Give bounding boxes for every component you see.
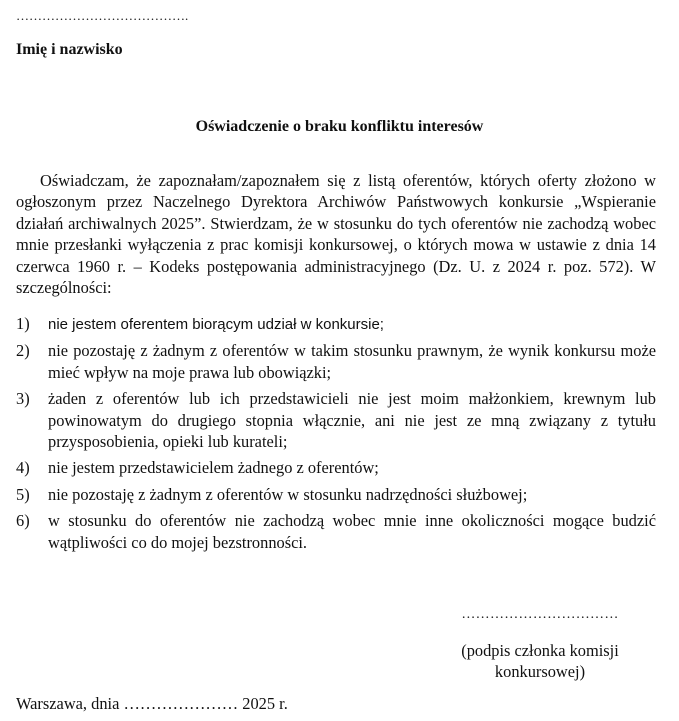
list-item [16, 313, 656, 335]
list-item-text: nie jestem przedstawicielem żadnego z oferentów; [48, 458, 379, 478]
document-title: Oświadczenie o braku konfliktu interesów [195, 118, 484, 135]
list-item [16, 484, 656, 505]
list-item-number: 5) [16, 484, 30, 504]
list-item-text: żaden z oferentów lub ich przedstawicieli nie jest moim małżonkiem, krewnym lub powinowatym do drugiego stopnia włącznie, ani nie jest ze mną związany z tytułu przysposobienia, opieki lub kurateli; [48, 389, 656, 452]
list-item [16, 457, 656, 478]
list-item-number: 1) [16, 314, 30, 333]
list-item [16, 340, 656, 383]
signature-caption-line2: konkursowej) [494, 662, 586, 682]
declaration-paragraph: Oświadczam, że zapoznałam/zapoznałem się z listą oferentów, których oferty złożono w ogłoszonym przez Naczelnego Dyrektora Archiwów Państwowych konkursie „Wspieranie działań archiwalnych 2025”. Stwierdzam, że w stosunku do tych oferentów nie zachodzą wobec mnie przesłanki wyłączenia z prac komisji konkursowej, o których mowa w ustawie z dnia 14 czerwca 1960 r. – Kodeks postępowania administracyjnego (Dz. U. z 2024 r. poz. 572). W szczególności: [16, 171, 656, 298]
list-item-number: 3) [16, 389, 30, 409]
place-date: Warszawa, dnia ………………… 2025 r. [16, 694, 288, 713]
list-item-number: 4) [16, 458, 30, 478]
list-item-number: 6) [16, 511, 30, 531]
list-item-text: nie pozostaję z żadnym z oferentów w stosunku nadrzędności służbowej; [48, 484, 528, 504]
list-item-text: nie jestem oferentem biorącym udział w konkursie; [48, 316, 384, 333]
list-item-number: 2) [16, 341, 30, 361]
name-signature-line: …………………………………. [16, 8, 189, 23]
list-item [16, 388, 656, 452]
signature-caption-line1: (podpis członka komisji [461, 641, 619, 660]
signature-line: …………………………… [461, 607, 619, 622]
list-item-text: nie pozostaję z żadnym z oferentów w takim stosunku prawnym, że wynik konkursu może mieć wpływ na moje prawa lub obowiązki; [48, 341, 656, 382]
signature-caption [430, 640, 650, 683]
list-item [16, 510, 656, 553]
list-item-text: w stosunku do oferentów nie zachodzą wobec mnie inne okoliczności mogące budzić wątpliwości co do mojej bezstronności. [48, 511, 656, 552]
name-label: Imię i nazwisko [16, 41, 123, 58]
declaration-list [16, 313, 656, 558]
